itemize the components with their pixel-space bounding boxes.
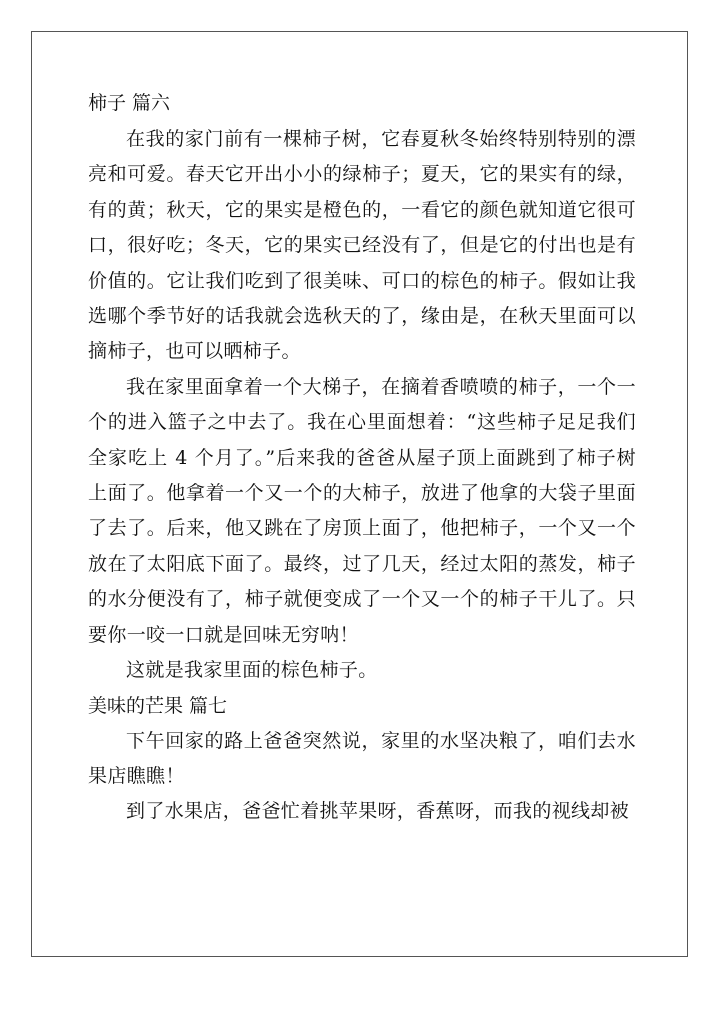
- section-title: 柿子 篇六: [88, 92, 171, 114]
- paragraph: 到了水果店，爸爸忙着挑苹果呀，香蕉呀，而我的视线却被: [126, 800, 630, 823]
- section-title: 美味的芒果 篇七: [88, 694, 228, 717]
- paragraph: 下午回家的路上爸爸突然说，家里的水坚决粮了，咱们去水果店瞧瞧！: [88, 729, 636, 787]
- paragraph: 在我的家门前有一棵柿子树，它春夏秋冬始终特别特别的漂亮和可爱。春天它开出小小的绿柿子；夏天，它的果实有的绿，有的黄；秋天，它的果实是橙色的，一看它的颜色就知道它很可口，很好吃；冬天，它的果实已经没有了，但是它的付出也是有价值的。它让我们吃到了很美味、可口的棕色的柿子。假如让我选哪个季节好的话我就会选秋天的了，缘由是，在秋天里面可以摘柿子，也可以晒柿子。: [88, 128, 636, 363]
- document-body: [88, 86, 636, 830]
- paragraph: 我在家里面拿着一个大梯子，在摘着香喷喷的柿子，一个一个的进入篮子之中去了。我在心里面想着：“这些柿子足足我们全家吃上 4 个月了。”后来我的爸爸从屋子顶上面跳到了柿子树上面了。他拿着一个又一个的大柿子，放进了他拿的大袋子里面了去了。后来，他又跳在了房顶上面了，他把柿子，一个又一个放在了太阳底下面了。最终，过了几天，经过太阳的蒸发，柿子的水分便没有了，柿子就便变成了一个又一个的柿子干儿了。只要你一咬一口就是回味无穷呐！: [88, 375, 636, 646]
- section-persimmon: [88, 86, 636, 689]
- section-mango: [88, 689, 636, 830]
- paragraph: 这就是我家里面的棕色柿子。: [126, 659, 378, 682]
